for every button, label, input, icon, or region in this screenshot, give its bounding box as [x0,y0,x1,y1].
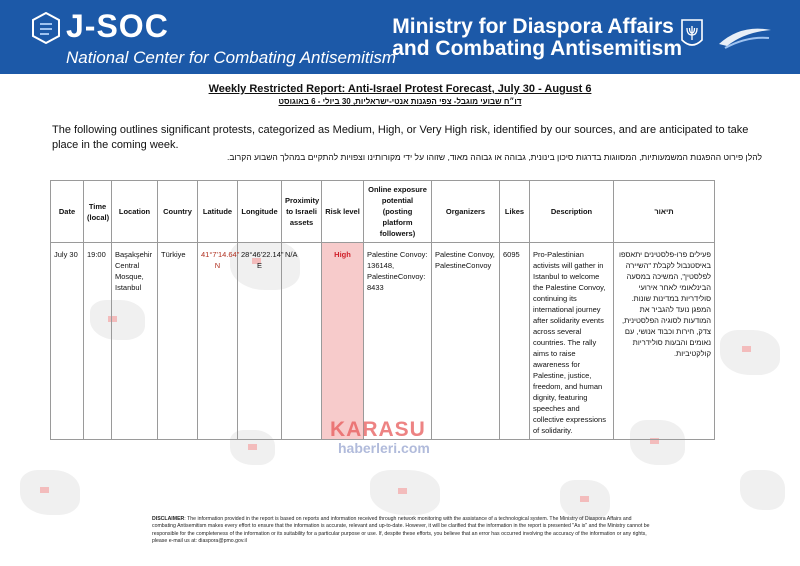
disclaimer [152,516,652,545]
background-map-shape [720,330,780,375]
column-header-date: Date [51,181,84,243]
disclaimer-text: : The information provided in the report is based on reports and information received through network monitoring with the assistance of a technological system. The Ministry of Diaspora Affairs and combating Antisemitism makes every effort to ensure that the information is accurate, relevant and up-to-date. However, it will be clarified that the information in the report is presented "As is" and the Ministry cannot be responsible for the completeness of the information or its suitability for a particular purpose or use. If, despite these efforts, you believe that an error has occurred involving the accuracy of the information or any rights, please e-mail us at: diaspora@pmo.gov.il [152,516,650,544]
cell-online-exposure: Palestine Convoy: 136148, PalestineConvoy: 8433 [364,243,432,440]
report-title: Weekly Restricted Report: Anti-Israel Protest Forecast, July 30 - August 6 [208,83,592,95]
cell-risk-level: High [322,243,364,440]
background-map-marker [742,346,751,352]
column-header-description: Description [530,181,614,243]
column-header-online-exposure: Online exposure potential (posting platform followers) [364,181,432,243]
cell-latitude: 41°7'14.64" N [198,243,238,440]
column-header-location: Location [112,181,158,243]
ministry-swoosh-icon [715,20,775,52]
column-header-description-hebrew: תיאור [614,181,715,243]
column-header-time: Time (local) [84,181,112,243]
column-header-proximity: Proximity to Israeli assets [282,181,322,243]
intro-text: The following outlines significant protests, categorized as Medium, High, or Very High risk, identified by our sources, and are anticipated to take place in the coming week. [52,124,749,151]
brand-subtitle: National Center for Combating Antisemitism [66,48,397,67]
column-header-latitude: Latitude [198,181,238,243]
report-title-hebrew: דו״ח שבועי מוגבל- צפי הפגנות אנטי-ישראליות, 30 ביולי - 6 באוגוסט [278,97,522,106]
background-map-marker [248,444,257,450]
watermark [330,418,440,458]
cell-proximity: N/A [282,243,322,440]
watermark-line1: KARASU [330,418,426,441]
cell-description: Pro-Palestinian activists will gather in Istanbul to welcome the Palestine Convoy, continuing its international journey after solidarity events across several countries. The rally aims to raise awareness for Palestine, justice, freedom, and human dignity, featuring speeches and collective expressions of solidarity. [530,243,614,440]
cell-organizers: Palestine Convoy, PalestineConvoy [432,243,500,440]
cell-country: Türkiye [158,243,198,440]
background-map-shape [20,470,80,515]
column-header-organizers: Organizers [432,181,500,243]
column-header-risk-level: Risk level [322,181,364,243]
ministry-name [392,16,682,60]
menorah-emblem-icon [680,18,704,50]
report-header [0,0,800,74]
jsoc-logo-icon [32,12,60,44]
ministry-name-line2: and Combating Antisemitism [392,37,682,60]
background-map-marker [398,488,407,494]
column-header-country: Country [158,181,198,243]
background-map-marker [40,487,49,493]
cell-description-hebrew: פעילים פרו-פלסטינים יתאספו באיסטנבול לקבלת "השיירה לפלסטין", המשיכה במסעה הבינלאומי לאחר אירועי סולידריות במדינות שונות. המפגן נועד להגביר את המודעות לסוגיה הפלסטינית, צדק, חירות וכבוד אנושי, עם נאומים והבעות סולידריות קולקטיביות. [614,243,715,440]
table-row [51,243,715,440]
disclaimer-label: DISCLAIMER [152,516,185,522]
cell-time: 19:00 [84,243,112,440]
background-map-shape [740,470,785,510]
cell-likes: 6095 [500,243,530,440]
cell-date: July 30 [51,243,84,440]
background-map-marker [580,496,589,502]
protest-table [50,180,715,440]
intro-text-hebrew: להלן פירוט ההפגנות המשמעותיות, המסווגות בדרגות סיכון בינונית, גבוהה או גבוהה מאוד, שזוהו על ידי מקורותינו וצפויות להתקיים במהלך השבוע הקרוב. [227,152,762,162]
watermark-line2: haberleri.com [338,440,430,456]
ministry-name-line1: Ministry for Diaspora Affairs [392,15,674,38]
brand-title: J-SOC [66,8,169,44]
cell-longitude: 28°46'22.14" E [238,243,282,440]
column-header-longitude: Longitude [238,181,282,243]
table-header-row [51,181,715,243]
column-header-likes: Likes [500,181,530,243]
cell-location: Başakşehir Central Mosque, Istanbul [112,243,158,440]
